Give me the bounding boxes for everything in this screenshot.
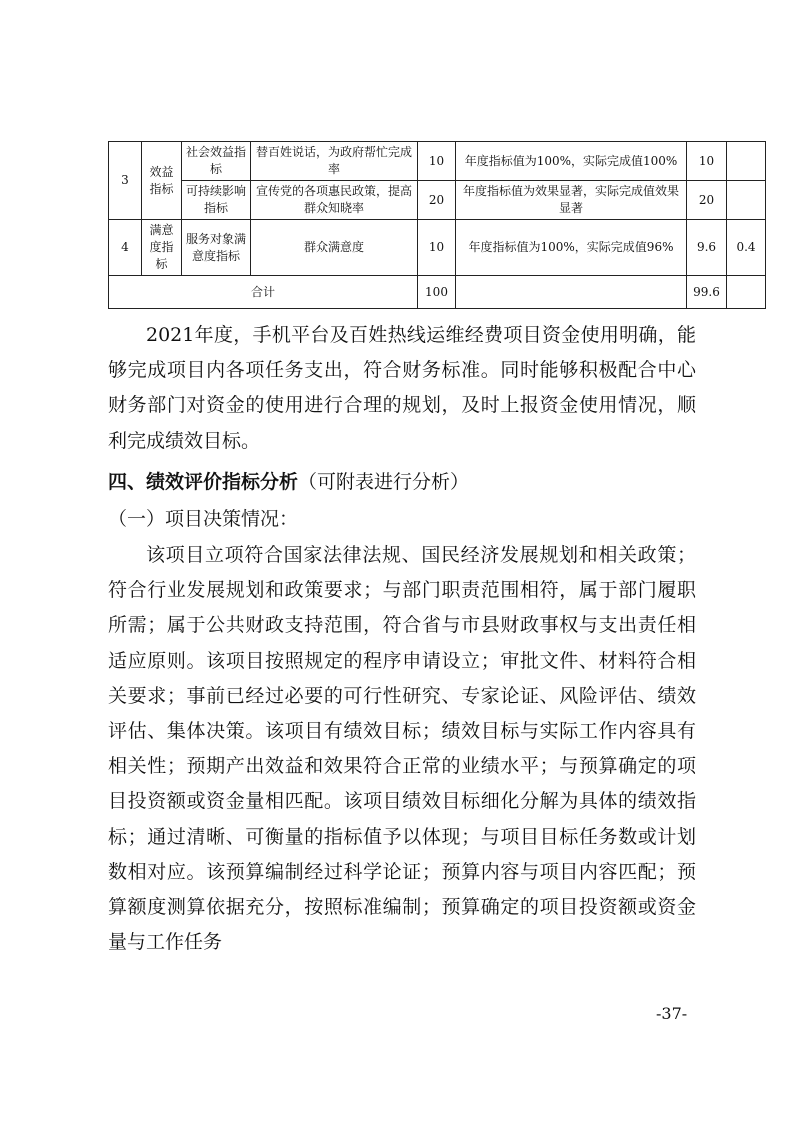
score-cell: 9.6 xyxy=(687,220,727,276)
table-row xyxy=(109,181,766,220)
deduction-cell xyxy=(727,142,766,181)
performance-indicator-table xyxy=(108,141,766,309)
category-cell: 满意度指标 xyxy=(142,220,182,276)
total-label-cell: 合计 xyxy=(109,276,418,309)
score-cell: 20 xyxy=(687,181,727,220)
decision-paragraph: 该项目立项符合国家法律法规、国民经济发展规划和相关政策；符合行业发展规划和政策要求；与部门职责范围相符，属于部门履职所需；属于公共财政支持范围，符合省与市县财政事权与支出责任相适应原则。该项目按照规定的程序申请设立；审批文件、材料符合相关要求；事前已经过必要的可行性研究、专家论证、风险评估、绩效评估、集体决策。该项目有绩效目标；绩效目标与实际工作内容具有相关性；预期产出效益和效果符合正常的业绩水平；与预算确定的项目投资额或资金量相匹配。该项目绩效目标细化分解为具体的绩效指标；通过清晰、可衡量的指标值予以体现；与项目目标任务数或计划数相对应。该预算编制经过科学论证；预算内容与项目内容匹配；预算额度测算依据充分，按照标准编制；预算确定的项目投资额或资金量与工作任务 xyxy=(108,544,696,954)
weight-cell: 20 xyxy=(418,181,456,220)
row-number-cell: 3 xyxy=(109,142,142,220)
subcategory-cell: 可持续影响指标 xyxy=(182,181,251,220)
score-cell: 10 xyxy=(687,142,727,181)
evaluation-cell: 年度指标值为100%，实际完成值96% xyxy=(456,220,687,276)
section-heading-note: （可附表进行分析） xyxy=(298,471,470,493)
evaluation-cell: 年度指标值为100%，实际完成值100% xyxy=(456,142,687,181)
total-weight-cell: 100 xyxy=(418,276,456,309)
weight-cell: 10 xyxy=(418,142,456,181)
subcategory-cell: 社会效益指标 xyxy=(182,142,251,181)
deduction-cell xyxy=(727,181,766,220)
indicator-cell: 替百姓说话，为政府帮忙完成率 xyxy=(251,142,418,181)
total-score-cell: 99.6 xyxy=(687,276,727,309)
row-number-cell: 4 xyxy=(109,220,142,276)
total-evaluation-cell xyxy=(456,276,687,309)
table-row xyxy=(109,220,766,276)
page-number: -37- xyxy=(656,1004,688,1023)
section-heading xyxy=(108,465,696,500)
category-cell: 效益指标 xyxy=(142,142,182,220)
evaluation-cell: 年度指标值为效果显著，实际完成值效果显著 xyxy=(456,181,687,220)
indicator-cell: 群众满意度 xyxy=(251,220,418,276)
subsection-heading: （一）项目决策情况： xyxy=(108,508,299,530)
subcategory-cell: 服务对象满意度指标 xyxy=(182,220,251,276)
total-row xyxy=(109,276,766,309)
indicator-cell: 宣传党的各项惠民政策，提高群众知晓率 xyxy=(251,181,418,220)
table-row xyxy=(109,142,766,181)
weight-cell: 10 xyxy=(418,220,456,276)
section-heading-title: 四、绩效评价指标分析 xyxy=(108,471,299,493)
deduction-cell: 0.4 xyxy=(727,220,766,276)
summary-paragraph: 2021年度，手机平台及百姓热线运维经费项目资金使用明确，能够完成项目内各项任务支出，符合财务标准。同时能够积极配合中心财务部门对资金的使用进行合理的规划，及时上报资金使用情况，顺利完成绩效目标。 xyxy=(108,324,696,452)
total-deduction-cell xyxy=(727,276,766,309)
